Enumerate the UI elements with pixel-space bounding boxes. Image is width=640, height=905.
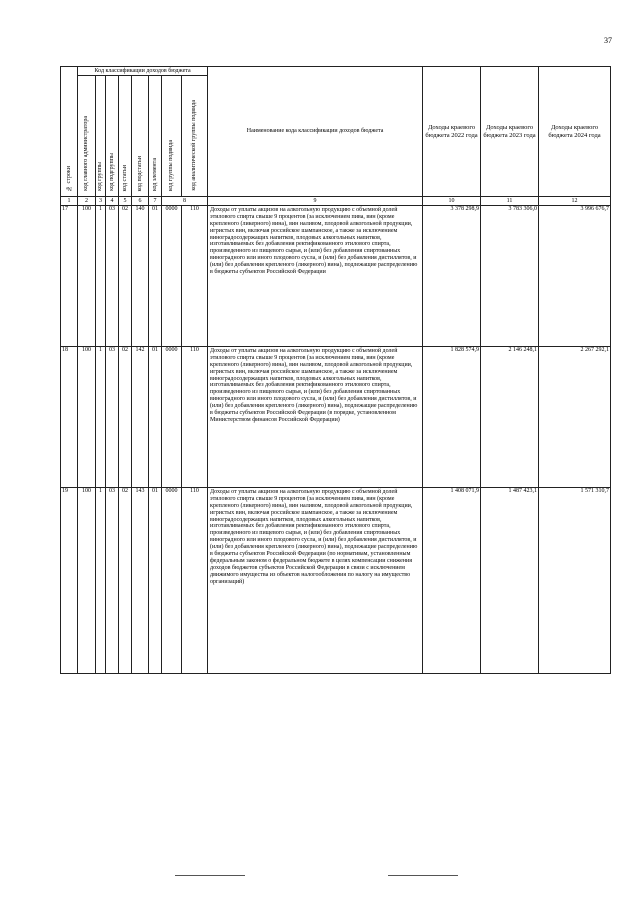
column-index-cell: 3: [96, 197, 106, 206]
row-number-cell: 17: [61, 206, 78, 347]
admin-code-cell: 100: [78, 488, 96, 674]
code-element-header: код элемента: [149, 76, 162, 197]
column-index-cell: 8: [162, 197, 208, 206]
admin-code-cell: 100: [78, 347, 96, 488]
subtype-group-code-cell: 0000: [162, 206, 182, 347]
code-subgroup-header: код подгруппы: [106, 76, 119, 197]
page-number: 37: [604, 36, 612, 45]
column-index-cell: 5: [119, 197, 132, 206]
column-index-cell: 7: [149, 197, 162, 206]
column-index-cell: 6: [132, 197, 149, 206]
admin-code-cell: 100: [78, 206, 96, 347]
revenue-name-cell: Доходы от уплаты акцизов на алкогольную продукцию с объемной долей этилового спирта свыше 9 процентов (за исключением пива, вин (кроме крепленого (ликерного) вина), вин наливом, плодовой алкогольной продукции, игристых вин, включая российское шампанское, а также за исключением виноградосодержащих напитков, плодовых алкогольных напитков, изготавливаемых без добавления ректификованного этилового спирта, произведенного из пищевого сырья, и (или) без добавления спиртованных виноградного или иного плодового сусла, и (или) без добавления дистиллятов, и (или) без добавления крепленого (ликерного) вина), подлежащие распределению в бюджеты субъектов Российской Федерации (в порядке, установленном Министерством финансов Российской Федерации): [208, 347, 423, 488]
analytic-group-code-cell: 110: [182, 206, 208, 347]
row-number-header: № строки: [61, 67, 78, 197]
element-code-cell: 01: [149, 206, 162, 347]
subgroup-code-cell: 03: [106, 347, 119, 488]
group-code-cell: 1: [96, 347, 106, 488]
analytic-group-code-cell: 110: [182, 347, 208, 488]
column-index-cell: 9: [208, 197, 423, 206]
subtype-group-code-cell: 0000: [162, 488, 182, 674]
revenue-2023-cell: 1 487 423,1: [481, 488, 539, 674]
footer-rule-right: [388, 875, 458, 876]
element-code-cell: 01: [149, 347, 162, 488]
revenue-2023-cell: 2 146 248,1: [481, 347, 539, 488]
table-row: [61, 488, 611, 674]
footer-rule-left: [175, 875, 245, 876]
code-analytic-group-header: код аналитической группы подвида: [182, 76, 208, 197]
revenue-2022-cell: 1 408 071,9: [423, 488, 481, 674]
subtype-group-code-cell: 0000: [162, 347, 182, 488]
subgroup-code-cell: 03: [106, 488, 119, 674]
subgroup-code-cell: 03: [106, 206, 119, 347]
table-row: [61, 206, 611, 347]
column-index-cell: 10: [423, 197, 481, 206]
subarticle-code-cell: 140: [132, 206, 149, 347]
column-index-cell: 1: [61, 197, 78, 206]
column-index-row: [61, 197, 611, 206]
analytic-group-code-cell: 110: [182, 488, 208, 674]
name-column-header: Наименование кода классификации доходов бюджета: [208, 67, 423, 197]
revenue-2022-cell: 1 828 574,9: [423, 347, 481, 488]
subarticle-code-cell: 142: [132, 347, 149, 488]
code-subtype-group-header: код группы подвида: [162, 76, 182, 197]
revenue-2023-cell: 3 783 306,0: [481, 206, 539, 347]
code-subarticle-header: код подстатьи: [132, 76, 149, 197]
subarticle-code-cell: 143: [132, 488, 149, 674]
revenue-2024-cell: 3 996 676,7: [539, 206, 611, 347]
column-index-cell: 12: [539, 197, 611, 206]
row-number-cell: 18: [61, 347, 78, 488]
code-article-header: код статьи: [119, 76, 132, 197]
classification-group-header: Код классификации доходов бюджета: [78, 67, 208, 76]
element-code-cell: 01: [149, 488, 162, 674]
revenue-2024-cell: 1 571 310,7: [539, 488, 611, 674]
article-code-cell: 02: [119, 488, 132, 674]
article-code-cell: 02: [119, 206, 132, 347]
column-index-cell: 2: [78, 197, 96, 206]
header-row-group: [61, 67, 611, 76]
row-number-cell: 19: [61, 488, 78, 674]
revenue-2022-header: Доходы краевого бюджета 2022 года: [423, 67, 481, 197]
revenue-2023-header: Доходы краевого бюджета 2023 года: [481, 67, 539, 197]
column-index-cell: 11: [481, 197, 539, 206]
revenue-2024-header: Доходы краевого бюджета 2024 года: [539, 67, 611, 197]
revenue-name-cell: Доходы от уплаты акцизов на алкогольную продукцию с объемной долей этилового спирта свыше 9 процентов (за исключением пива, вин (кроме крепленого (ликерного) вина), вин наливом, плодовой алкогольной продукции, игристых вин, включая российское шампанское, а также за исключением виноградосодержащих напитков, плодовых алкогольных напитков, изготавливаемых без добавления ректификованного этилового спирта, произведенного из пищевого сырья, и (или) без добавления спиртованных виноградного или иного плодового сусла, и (или) без добавления дистиллятов, и (или) без добавления крепленого (ликерного) вина), подлежащие распределению в бюджеты субъектов Российской Федерации (по нормативам, установленным федеральным законом о федеральном бюджете в целях компенсации снижения доходов бюджетов субъектов Российской Федерации в связи с исключением движимого имущества из объектов налогообложения по налогу на имущество организаций): [208, 488, 423, 674]
group-code-cell: 1: [96, 206, 106, 347]
group-code-cell: 1: [96, 488, 106, 674]
revenue-2024-cell: 2 267 292,1: [539, 347, 611, 488]
article-code-cell: 02: [119, 347, 132, 488]
column-index-cell: 4: [106, 197, 119, 206]
revenue-2022-cell: 3 378 298,9: [423, 206, 481, 347]
code-admin-header: код главного администратора: [78, 76, 96, 197]
budget-revenue-table: [60, 66, 611, 674]
code-group-header: код группы: [96, 76, 106, 197]
revenue-name-cell: Доходы от уплаты акцизов на алкогольную продукцию с объемной долей этилового спирта свыше 9 процентов (за исключением пива, вин (кроме крепленого (ликерного) вина), вин наливом, плодовой алкогольной продукции, игристых вин, включая российское шампанское, а также за исключением виноградосодержащих напитков, плодовых алкогольных напитков, изготавливаемых без добавления ректификованного этилового спирта, произведенного из пищевого сырья, и (или) без добавления спиртованных виноградного или иного плодового сусла, и (или) без добавления дистиллятов, и (или) без добавления крепленого (ликерного) вина), подлежащие распределению в бюджеты субъектов Российской Федерации: [208, 206, 423, 347]
table-row: [61, 347, 611, 488]
